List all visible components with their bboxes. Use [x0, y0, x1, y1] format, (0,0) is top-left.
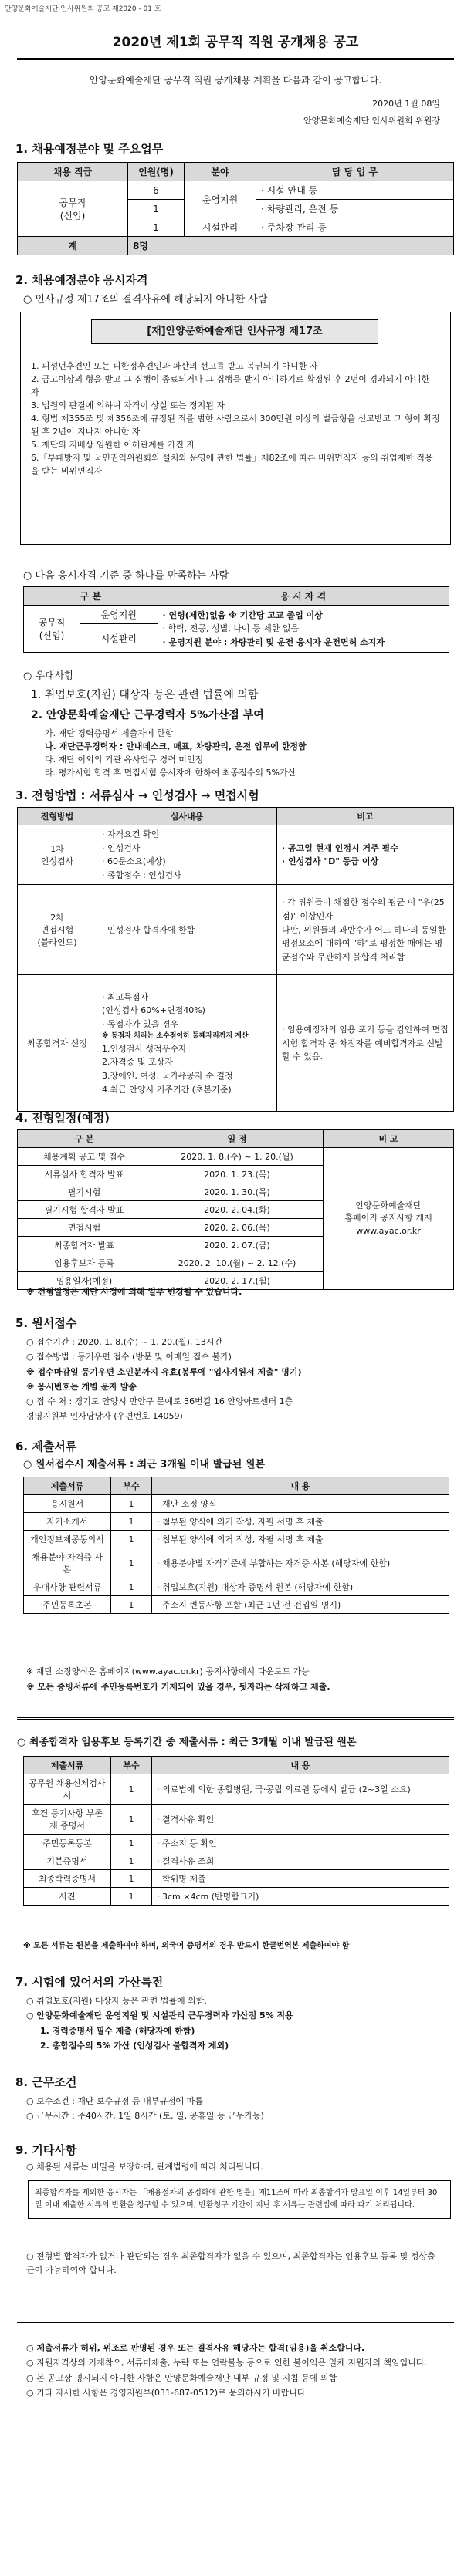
schedule-date: 2020. 2. 04.(화)	[151, 1201, 324, 1219]
bonus-list	[26, 1994, 293, 2053]
section-8-heading: 8. 근무조건	[15, 2075, 77, 2089]
header-cell: 일 정	[151, 1130, 324, 1148]
positions-table	[17, 162, 454, 255]
final-notes	[26, 2341, 443, 2400]
doc-count: 1	[111, 1495, 152, 1513]
note-line: · 인성검사 "D" 등급 이상	[282, 856, 379, 867]
content-line: · 종합점수 : 인성검사	[102, 869, 181, 880]
condition-line: ○ 근무시간 : 주40시간, 1일 8시간 (토, 일, 공휴일 등 근무가능)	[26, 2111, 264, 2122]
total-label: 계	[18, 237, 128, 255]
schedule-item: 면접시험	[18, 1219, 151, 1237]
content-line: · 인성검사 합격자에 한함	[102, 925, 195, 936]
regulation-item: 3. 법원의 판결에 의하여 자격이 상실 또는 정지된 자	[31, 400, 225, 411]
header-cell: 심사내용	[97, 808, 277, 825]
regulation-item: 5. 재단의 지배상 임원한 이해관계를 가진 자	[31, 440, 195, 451]
qt-field: 시설관리	[80, 624, 158, 653]
qt-qualification	[158, 606, 449, 653]
schedule-item: 채용계획 공고 및 접수	[18, 1148, 151, 1166]
final-documents-note: ※ 모든 서류는 원본을 제출하여야 하며, 외국어 증명서의 경우 반드시 한글번역본 제출하여야 함	[23, 1942, 350, 1950]
schedule-date: 2020. 1. 23.(목)	[151, 1166, 324, 1183]
section-9-heading: 9. 기타사항	[15, 2143, 77, 2157]
doc-name: 우대사항 관련서류	[24, 1578, 111, 1596]
doc-count: 1	[111, 1513, 152, 1531]
s2-sub1: ○ 인사규정 제17조의 결격사유에 해당되지 아니한 사람	[23, 294, 268, 306]
header-cell: 부수	[111, 1757, 152, 1774]
documents-note-2: ※ 모든 증빙서류에 주민등록번호가 기재되어 있을 경우, 뒷자리는 삭제하고 제출.	[26, 1682, 330, 1692]
intro-text: 안양문화예술재단 공무직 직원 공개채용 계획을 다음과 같이 공고합니다.	[89, 75, 382, 86]
schedule-date: 2020. 1. 30.(목)	[151, 1183, 324, 1201]
schedule-table	[17, 1129, 454, 1290]
doc-name: 채용분야 자격증 사본	[24, 1548, 111, 1578]
doc-desc: · 3cm ×4cm (반명함크기)	[152, 1888, 449, 1906]
total-value: 8명	[128, 237, 454, 255]
pref-item-2: 2. 안양문화예술재단 근무경력자 5%가산점 부여	[31, 709, 264, 721]
count-cell: 6	[128, 181, 185, 200]
section-6-heading: 6. 제출서류	[15, 1440, 77, 1453]
note-cell	[277, 825, 454, 885]
header-cell: 비 고	[324, 1130, 454, 1148]
doc-name: 응시원서	[24, 1495, 111, 1513]
section-divider	[17, 1717, 454, 1720]
doc-desc: · 채용분야별 자격기준에 부합하는 자격증 사본 (해당자에 한함)	[152, 1548, 449, 1578]
pref-item-1: 1. 취업보호(지원) 대상자 등은 관련 법률에 의함	[31, 689, 259, 701]
notice-date: 2020년 1월 08일	[372, 99, 440, 109]
doc-desc: · 주소지 변동사항 포함 (최근 1년 전 전입일 명시)	[152, 1596, 449, 1614]
doc-desc: · 취업보호(지원) 대상자 증명서 원본 (해당자에 한함)	[152, 1578, 449, 1596]
content-line: 3.장애인, 여성, 국가유공자 순 결정	[102, 1070, 233, 1081]
doc-name: 후견 등기사항 부존재 증명서	[24, 1805, 111, 1835]
content-line: · 인성검사	[102, 842, 141, 853]
doc-desc: · 주소지 등 확인	[152, 1835, 449, 1852]
s2-sub2: ○ 다음 응시자격 기준 중 하나를 만족하는 사람	[23, 570, 229, 582]
doc-desc: · 의료법에 의한 종합병원, 국·공립 의료원 등에서 발급 (2~3일 소요)	[152, 1774, 449, 1805]
pref-subitem: 다. 재단 이외의 기관 유사업무 경력 미인정	[45, 755, 204, 765]
header-cell: 제출서류	[24, 1477, 111, 1495]
doc-count: 1	[111, 1531, 152, 1548]
content-line: · 동점자가 있을 경우	[102, 1018, 178, 1029]
header-cell: 내 용	[152, 1757, 449, 1774]
section-2-heading: 2. 채용예정분야 응시자격	[15, 273, 148, 287]
application-line: ○ 접수기간 : 2020. 1. 8.(수) ~ 1. 20.(월), 13시간	[26, 1337, 223, 1347]
s6b-sub: ○ 최종합격자 임용후보 등록기간 중 제출서류 : 최근 3개월 이내 발급된 원본	[17, 1737, 357, 1748]
schedule-date: 2020. 1. 8.(수) ~ 1. 20.(월)	[151, 1148, 324, 1166]
conditions-list	[26, 2094, 264, 2124]
doc-count: 1	[111, 1852, 152, 1870]
bonus-line: ○ 안양문화예술재단 운영지원 및 시설관리 근무경력자 가산점 5% 적용	[26, 2010, 293, 2021]
pref-heading: ○ 우대사항	[23, 670, 74, 682]
regulation-item: 1. 피성년후견인 또는 피한정후견인과 파산의 선고를 받고 복권되지 아니한 자	[31, 361, 318, 371]
schedule-date: 2020. 2. 10.(월) ~ 2. 12.(수)	[151, 1254, 324, 1272]
doc-count: 1	[111, 1774, 152, 1805]
schedule-item: 임용후보자 등록	[18, 1254, 151, 1272]
s6-sub: ○ 원서접수시 제출서류 : 최근 3개월 이내 발급된 원본	[23, 1459, 265, 1470]
documents-table	[23, 1477, 449, 1614]
etc-line-2: ○ 전형별 합격자가 없거나 관단되는 경우 최종합격자가 없을 수 있으며, 최종합격자는 임용후보 등록 및 정상출근이 가능하여야 합니다.	[26, 2251, 435, 2275]
content-line: · 60문소요(예상)	[102, 856, 166, 867]
page-title: 2020년 제1회 공무직 직원 공개채용 공고	[112, 35, 359, 50]
header-cell: 채용 직급	[18, 163, 128, 181]
schedule-item: 임용일자(예정)	[18, 1272, 151, 1290]
qualification-table	[23, 586, 449, 653]
issuer: 안양문화예술재단 인사위원회 위원장	[303, 116, 440, 126]
content-cell	[97, 885, 277, 975]
section-7-heading: 7. 시험에 있어서의 가산특전	[15, 1975, 164, 1989]
count-cell: 1	[128, 218, 185, 237]
doc-desc: · 결격사유 조회	[152, 1852, 449, 1870]
pref-sublist	[45, 727, 307, 779]
content-line: ※ 동점자 처리는 소수점이하 둘째자리까지 계산	[102, 1032, 249, 1041]
schedule-item: 최종합격자 발표	[18, 1237, 151, 1254]
stage-cell: 1차 인성검사	[18, 825, 97, 885]
section-1-heading: 1. 채용예정분야 및 주요업무	[15, 142, 164, 156]
content-line: 2.자격증 및 포상자	[102, 1057, 173, 1068]
section-5-heading: 5. 원서접수	[15, 1316, 77, 1330]
doc-count: 1	[111, 1578, 152, 1596]
final-note: ○ 기타 자세한 사항은 경영지원부(031-687-0512)로 문의하시기 바랍니다.	[26, 2387, 308, 2398]
schedule-note: 안양문화예술재단 홈페이지 공지사항 게재 www.ayac.or.kr	[324, 1148, 454, 1290]
count-cell: 1	[128, 200, 185, 218]
doc-count: 1	[111, 1805, 152, 1835]
pref-subitem: 라. 평가시험 합격 후 면접시험 응시자에 한하여 최종점수의 5%가산	[45, 768, 296, 778]
section-4-heading: 4. 전형일정(예정)	[15, 1111, 110, 1125]
application-line: 경영지원부 인사담당자 (우편번호 14059)	[26, 1411, 183, 1422]
qt-field: 운영지원	[80, 606, 158, 624]
qt-line: · 연령(제한)없음 ※ 기간당 고교 졸업 이상	[162, 609, 323, 620]
regulation-title: [재]안양문화예술재단 인사규정 제17조	[91, 319, 378, 344]
process-table	[17, 807, 454, 1112]
content-line: 1.인성검사 성적우수자	[102, 1043, 187, 1054]
note-line: · 공고일 현재 인정시 거주 필수	[282, 842, 398, 853]
stage-cell: 최종합격자 선정	[18, 975, 97, 1112]
application-line: ○ 접수방법 : 등기우편 접수 (방문 및 이메일 접수 불가)	[26, 1352, 232, 1362]
regulation-item: 6.「부패방지 및 국민권익위원회의 설치와 운영에 관한 법률」제82조에 따른 비위면직자 등의 취업제한 적용을 받는 비위면직자	[31, 453, 433, 477]
title-divider	[17, 58, 454, 60]
pref-subitem: 나. 재단근무경력자 : 안내데스크, 매표, 차량관리, 운전 업무에 한정함	[45, 741, 307, 752]
doc-desc: · 학위명 제출	[152, 1870, 449, 1888]
bonus-line: 1. 경력증명서 필수 제출 (해당자에 한함)	[40, 2025, 195, 2036]
note-line: 다만, 위원들의 과반수가 어느 하나의 동일한 평정요소에 대하여 "하"로 평정한 때에는 평균점수와 무관하게 불합격 처리함	[282, 924, 446, 962]
header-cell: 내 용	[152, 1477, 449, 1495]
application-details	[26, 1335, 302, 1424]
duty-cell: · 시설 안내 등	[256, 181, 454, 200]
header-cell: 인원(명)	[128, 163, 185, 181]
schedule-footnote: ※ 전형일정은 재단 사정에 의해 일부 변경될 수 있습니다.	[26, 1287, 242, 1297]
schedule-date: 2020. 2. 06.(목)	[151, 1219, 324, 1237]
pref-subitem: 가. 재단 경력증명서 제출자에 한함	[45, 728, 174, 738]
final-documents-table	[23, 1756, 449, 1906]
doc-count: 1	[111, 1888, 152, 1906]
note-cell	[277, 885, 454, 975]
qt-line: · 운영지원 분야 : 차량관리 및 운전 응시자 운전면허 소지자	[162, 636, 385, 647]
final-note: ○ 지원자격상의 기재착오, 서류미제출, 누락 또는 연락불능 등으로 인한 불이익은 일체 지원자의 책임입니다.	[26, 2358, 427, 2368]
doc-name: 주민등록등본	[24, 1835, 111, 1852]
header-cell: 비고	[277, 808, 454, 825]
doc-count: 1	[111, 1548, 152, 1578]
doc-name: 개인정보제공동의서	[24, 1531, 111, 1548]
qt-rank: 공무직 (신입)	[24, 606, 80, 653]
header-cell: 전형방법	[18, 808, 97, 825]
doc-desc: · 첨부된 양식에 의거 작성, 자필 서명 후 제출	[152, 1513, 449, 1531]
schedule-date: 2020. 2. 07.(금)	[151, 1237, 324, 1254]
doc-name: 주민등록초본	[24, 1596, 111, 1614]
regulation-list	[31, 360, 440, 478]
stage-cell: 2차 면접시험 (블라인드)	[18, 885, 97, 975]
condition-line: ○ 보수조건 : 재단 보수규정 등 내부규정에 따름	[26, 2096, 204, 2106]
header-cell: 부수	[111, 1477, 152, 1495]
content-line: 4.최근 안양시 거주기간 (초본기준)	[102, 1084, 232, 1095]
header-cell: 제출서류	[24, 1757, 111, 1774]
duty-cell: · 차량관리, 운전 등	[256, 200, 454, 218]
section-divider	[17, 2322, 454, 2324]
doc-desc: · 첨부된 양식에 의거 작성, 자필 서명 후 제출	[152, 1531, 449, 1548]
content-line: (인성검사 60%+면접40%)	[102, 1005, 205, 1016]
doc-count: 1	[111, 1596, 152, 1614]
schedule-item: 필기시험 합격자 발표	[18, 1201, 151, 1219]
header-cell: 구 분	[24, 587, 158, 606]
application-line: ※ 응시번호는 개별 문자 발송	[26, 1381, 137, 1392]
doc-name: 사진	[24, 1888, 111, 1906]
section-3-heading: 3. 전형방법 : 서류심사 → 인성검사 → 면접시험	[15, 788, 259, 802]
doc-name: 공무원 채용신체검사서	[24, 1774, 111, 1805]
note-line: · 각 위원들이 채점한 점수의 평균 이 "우(25점)" 이상인자	[282, 897, 445, 921]
header-cell: 구 분	[18, 1130, 151, 1148]
application-line: ○ 접 수 처 : 경기도 안양시 만안구 문예로 36번길 16 안양아트센터 1층	[26, 1396, 293, 1406]
doc-name: 최종학력증명서	[24, 1870, 111, 1888]
header-note: 안양문화예술재단 인사위원회 공고 제2020 - 01 호	[5, 5, 161, 13]
qt-line: · 학력, 전공, 성별, 나이 등 제한 없음	[162, 623, 300, 634]
schedule-date: 2020. 2. 17.(월)	[151, 1272, 324, 1290]
bonus-line: ○ 취업보호(지원) 대상자 등은 관련 법률에 의함.	[26, 1996, 207, 2006]
return-notice-box: 최종합격자를 제외한 응시자는 「채용절차의 공정화에 관한 법률」제11조에 따라 최종합격자 발표일 이후 14일부터 30일 이내 제출한 서류의 반환을 청구할 수 있으며, 반환청구 기간이 지난 후 서류는 관련법에 따라 파기 처리됩니다.	[28, 2180, 451, 2219]
note-line: · 임용예정자의 임용 포기 등을 감안하여 면접시험 합격자 중 차점자를 예비합격자로 선발할 수 있음.	[282, 1024, 449, 1062]
header-cell: 응 시 자 격	[158, 587, 449, 606]
content-cell	[97, 825, 277, 885]
final-note: ○ 본 공고상 명시되지 아니한 사항은 안양문화예술재단 내부 규정 및 지침 등에 의함	[26, 2372, 337, 2383]
regulation-item: 2. 금고이상의 형을 받고 그 집행이 종료되거나 그 집행을 받지 아니하기로 확정된 후 2년이 경과되지 아니한 자	[31, 374, 430, 398]
doc-name: 자기소개서	[24, 1513, 111, 1531]
duty-cell: · 주차장 관리 등	[256, 218, 454, 237]
content-line: · 최고득점자	[102, 991, 149, 1002]
doc-count: 1	[111, 1835, 152, 1852]
rank-cell: 공무직 (신입)	[18, 181, 128, 237]
field-cell: 운영지원	[185, 181, 256, 218]
content-cell	[97, 975, 277, 1112]
doc-name: 기본증명서	[24, 1852, 111, 1870]
doc-desc: · 결격사유 확인	[152, 1805, 449, 1835]
header-cell: 분야	[185, 163, 256, 181]
doc-count: 1	[111, 1870, 152, 1888]
field-cell: 시설관리	[185, 218, 256, 237]
header-cell: 담 당 업 무	[256, 163, 454, 181]
doc-desc: · 재단 소정 양식	[152, 1495, 449, 1513]
etc-line-1: ○ 채용된 서류는 비밀을 보장하며, 관계법령에 따라 처리됩니다.	[26, 2162, 263, 2172]
bonus-line: 2. 총합점수의 5% 가산 (인성검사 불합격자 제외)	[40, 2040, 229, 2051]
schedule-item: 필기시험	[18, 1183, 151, 1201]
application-line: ※ 접수마감일 등기우편 소인분까지 유효(봉투에 "입사지원서 제출" 명기)	[26, 1366, 302, 1377]
note-cell	[277, 975, 454, 1112]
schedule-item: 서류심사 합격자 발표	[18, 1166, 151, 1183]
content-line: · 자격요건 확인	[102, 829, 160, 839]
final-note: ○ 제출서류가 허위, 위조로 판명된 경우 또는 결격사유 해당자는 합격(임용)을 취소합니다.	[26, 2343, 365, 2353]
regulation-item: 4. 형법 제355조 및 제356조에 규정된 죄를 범한 사람으로서 300만원 이상의 벌금형을 선고받고 그 형이 확정된 후 2년이 지나지 아니한 자	[31, 414, 440, 437]
documents-note-1: ※ 재단 소정양식은 홈페이지(www.ayac.or.kr) 공지사항에서 다운로드 가능	[26, 1666, 310, 1676]
